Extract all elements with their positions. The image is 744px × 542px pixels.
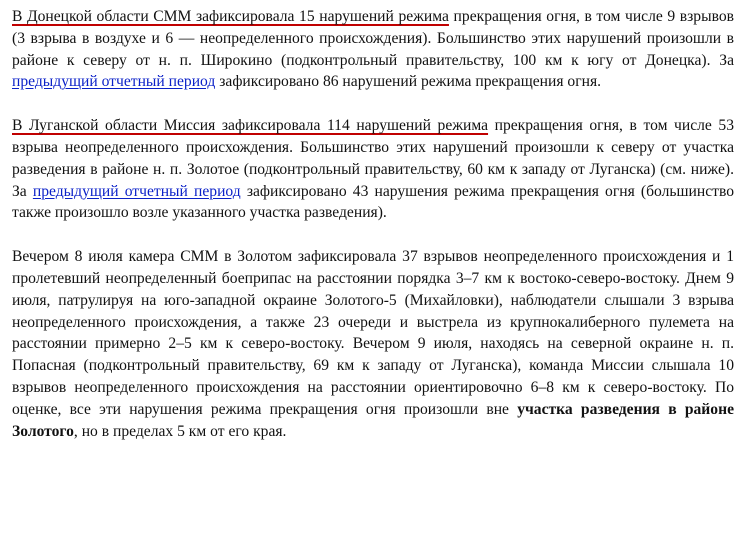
previous-period-link[interactable]: предыдущий отчетный период <box>12 73 216 91</box>
paragraph-text: прекращения огня, в том числе 9 взрывов (3 взрыва в воздухе и 6 — неопределенного происхождения). Большинство этих нарушений произошли в районе к северу от н. п. Широкино (подконтрольный правительству, 100 км к югу от Донецка). За <box>12 8 734 69</box>
paragraph-luhansk <box>12 115 734 224</box>
highlighted-phrase-donetsk: В Донецкой области СММ зафиксировала 15 нарушений режима <box>12 8 449 25</box>
paragraph-text: зафиксировано 43 нарушения режима прекращения огня (большинство также произошло возле указанного участка разведения). <box>12 182 734 222</box>
paragraph-zolote <box>12 246 734 442</box>
highlighted-phrase-luhansk: В Луганской области Миссия зафиксировала 114 нарушений режима <box>12 117 489 135</box>
bold-phrase-disengagement-area: участка разведения в районе Золотого <box>12 400 734 440</box>
paragraph-text: прекращения огня, в том числе 53 взрыва неопределенного происхождения. Большинство этих нарушений произошли к северу от участка разведения в районе н. п. Золотое (подконтрольный правительству, 60 км к западу от Луганска) (см. ниже). За <box>12 117 734 200</box>
previous-period-link[interactable]: предыдущий отчетный период <box>32 182 241 200</box>
document-body <box>12 6 734 464</box>
paragraph-text: зафиксировано 86 нарушений режима прекращения огня. <box>215 73 602 91</box>
paragraph-donetsk <box>12 6 734 93</box>
paragraph-text: Вечером 8 июля камера СММ в Золотом зафиксировала 37 взрывов неопределенного происхождения и 1 пролетевший неопределенный боеприпас на расстоянии порядка 3–7 км к востоко-северо-востоку. Днем 9 июля, патрулируя на юго-западной окраине Золотого-5 (Михайловки), наблюдатели слышали 3 взрыва неопределенного происхождения, а также 23 очереди и выстрела из крупнокалиберного пулемета на расстоянии примерно 2–5 км к северо-востоку. Вечером 9 июля, находясь на северной окраине н. п. Попасная (подконтрольный правительству, 69 км к западу от Луганска), команда Миссии слышала 10 взрывов неопределенного происхождения на расстоянии ориентировочно 6–8 км к северо-востоку. По оценке, все эти нарушения режима прекращения огня произошли вне <box>12 248 734 418</box>
paragraph-text: , но в пределах 5 км от его края. <box>73 422 287 440</box>
